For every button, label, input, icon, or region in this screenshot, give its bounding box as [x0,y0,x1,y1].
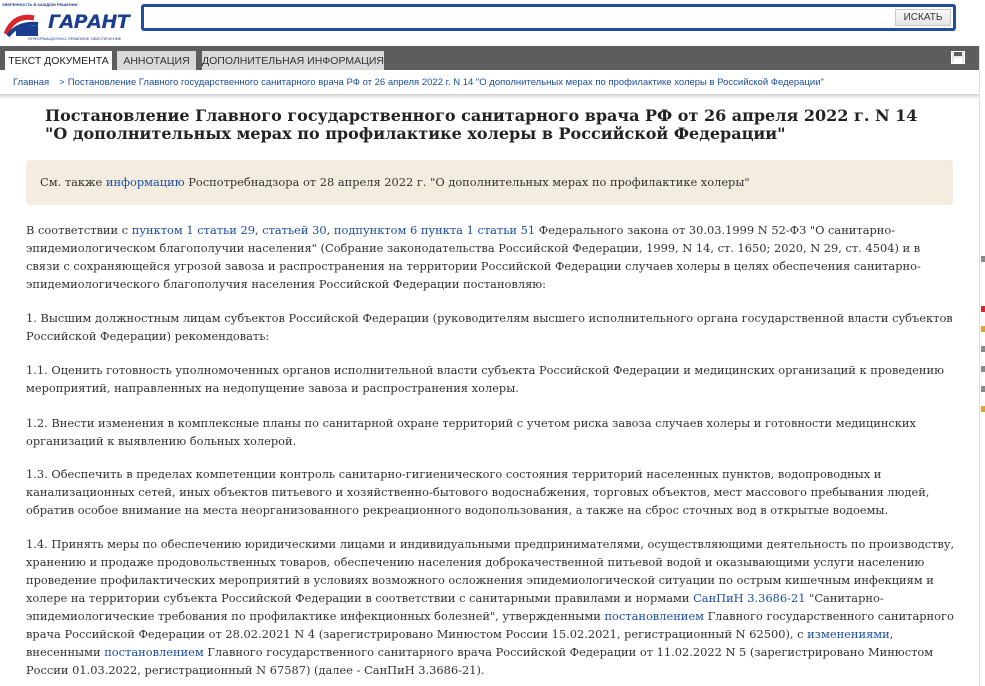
tab-annotation[interactable]: АННОТАЦИЯ [117,51,196,70]
save-icon[interactable] [951,51,965,64]
intro-paragraph [26,221,956,293]
side-panel-mark-2 [981,306,985,312]
link-izmeneniya[interactable]: изменениями [807,627,890,641]
side-panel-mark-5 [981,366,985,372]
garant-logo[interactable] [2,2,130,42]
see-also-note [26,160,953,205]
document-body [0,99,979,686]
breadcrumb [0,70,979,94]
p14-text-5: Главного государственного санитарного врача Российской Федерации от 11.02.2022 N 5 (зарегистрировано Минюстом России 01.03.2022, регистрационный N 67587) (далее - СанПиН 3.3686-21). [26,645,934,677]
garant-logo-mark-icon [4,10,46,38]
p14-text-3: Главного государственного санитарного врача Российской Федерации от 28.02.2021 N 4 (зарегистрировано Минюстом России 15.02.2021, регистрационный N 62500), с [26,609,954,641]
side-panel-edge[interactable] [979,46,985,686]
link-postanovlenie-1[interactable]: постановлением [604,609,704,623]
side-panel-mark-6 [981,386,985,392]
side-panel-mark-3 [981,326,985,332]
search-button[interactable]: ИСКАТЬ [895,9,951,26]
note-info-link[interactable]: информацию [105,175,185,189]
logo-slogan-top: УВЕРЕННОСТЬ В КАЖДОМ РЕШЕНИИ [2,2,78,7]
link-sanpin[interactable]: СанПиН 3.3686-21 [693,591,806,605]
search-box [141,4,956,31]
paragraph-1-4 [26,535,956,679]
breadcrumb-home-link[interactable]: Главная [13,76,50,88]
p14-text-1: 1.4. Принять меры по обеспечению юридическими лицами и индивидуальными предпринимателями, осуществляющими деятельность по производству, хранению и продаже продовольственных товаров, обеспечению населения доброкачественной питьевой водой и оказывающими услуги населению проведение профилактических мероприятий в условиях возможного осложнения эпидемиологической ситуации по острым кишечным инфекциям и холере на территории субъекта Российской Федерации в соответствии с санитарными правилами и нормами [26,537,955,605]
note-suffix: Роспотребнадзора от 28 апреля 2022 г. "О дополнительных мерах по профилактике холеры" [184,175,750,189]
intro-text-4: Федерального закона от 30.03.1999 N 52-ФЗ "О санитарно-эпидемиологическом благополучии населения" (Собрание законодательства Российской Федерации, 1999, N 14, ст. 1650; 2020, N 29, ст. 4504) и в связи с сохраняющейся угрозой завоза и распространения на территории Российской Федерации случаев холеры в целях обеспечения санитарно-эпидемиологического благополучия населения Российской Федерации постановляю: [26,223,921,291]
breadcrumb-current-link[interactable]: Постановление Главного государственного санитарного врача РФ от 26 апреля 2022 г. N 14 "О дополнительных мерах по профилактике холеры в Российской Федерации" [67,76,824,88]
document-tabs [0,46,979,70]
side-panel-mark-4 [981,346,985,352]
paragraph-1-1: 1.1. Оценить готовность уполномоченных органов исполнительной власти субъекта Российской Федерации и медицинских организаций к проведению мероприятий, направленных на недопущение завоза и распространения холеры. [26,363,944,395]
breadcrumb-separator: > [59,76,65,88]
paragraph-1: 1. Высшим должностным лицам субъектов Российской Федерации (руководителям высшего исполнительного органа государственной власти субъектов Российской Федерации) рекомендовать: [26,311,953,343]
tab-additional-info[interactable]: ДОПОЛНИТЕЛЬНАЯ ИНФОРМАЦИЯ [202,51,384,70]
intro-text-3: , [326,223,334,237]
side-panel-mark-7 [981,406,985,412]
link-art30[interactable]: статьей 30 [262,223,327,237]
p14-text-4: , внесенными [26,627,894,659]
intro-text-1: В соответствии с [26,223,132,237]
link-art51[interactable]: подпунктом 6 пункта 1 статьи 51 [333,223,536,237]
logo-slogan-bottom: ИНФОРМАЦИОННО-ПРАВОВОЕ ОБЕСПЕЧЕНИЕ [28,36,122,41]
link-art29[interactable]: пунктом 1 статьи 29 [131,223,255,237]
logo-brand: ГАРАНТ [48,11,130,33]
tab-document-text[interactable]: ТЕКСТ ДОКУМЕНТА [5,51,112,70]
paragraph-1-2: 1.2. Внести изменения в комплексные планы по санитарной охране территорий с учетом риска завоза случаев холеры и готовности медицинских организаций к выявлению больных холерой. [26,416,916,448]
intro-text-2: , [254,223,263,237]
side-panel-mark-1 [981,256,985,262]
search-input[interactable] [146,9,900,28]
paragraph-1-3: 1.3. Обеспечить в пределах компетенции контроль санитарно-гигиенического состояния территорий населенных пунктов, водопроводных и канализационных сетей, иных объектов питьевого и хозяйственно-бытового водоснабжения, торговых объектов, мест массового пребывания людей, обратив особое внимание на места неорганизованного рекреационного водопользования, а также на сброс сточных вод в открытые водоемы. [26,467,930,517]
link-postanovlenie-2[interactable]: постановлением [104,645,204,659]
document-title: Постановление Главного государственного санитарного врача РФ от 26 апреля 2022 г. N 14 "О дополнительных мерах по профилактике холеры в Российской Федерации" [45,106,918,143]
note-prefix: См. также [40,175,106,189]
p14-text-2: "Санитарно-эпидемиологические требования по профилактике инфекционных болезней", утвержденными [26,591,884,623]
header [0,0,985,46]
